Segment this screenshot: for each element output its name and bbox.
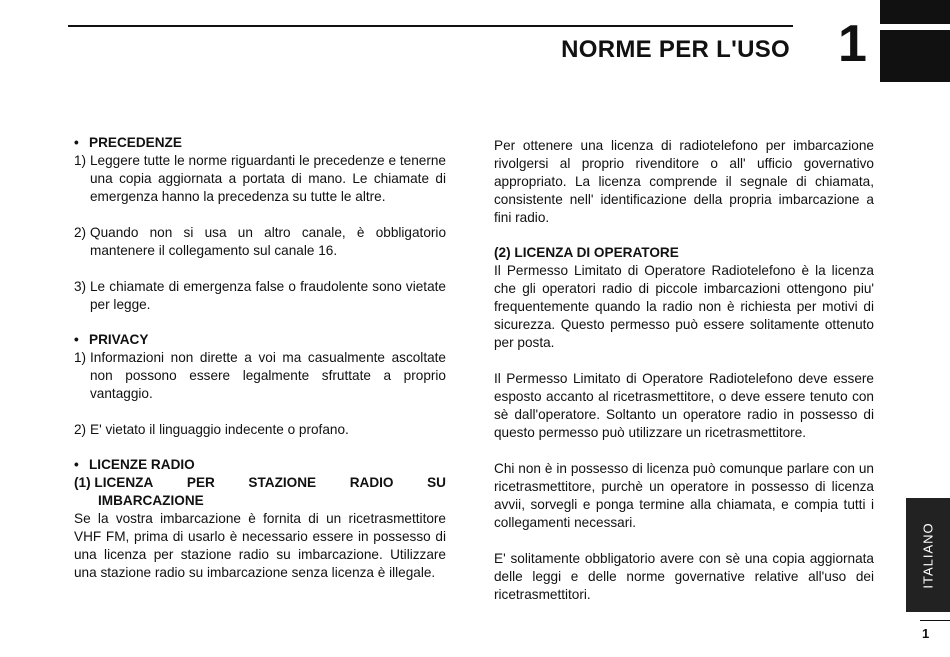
chapter-tab-top <box>880 0 950 24</box>
paragraph: E' solitamente obbligatorio avere con sè una copia aggiornata delle leggi e delle norme governative relative all'uso dei ricetrasmettitori. <box>494 551 874 602</box>
list-item <box>74 421 446 439</box>
list-item <box>74 349 446 403</box>
list-item-text: Informazioni non dirette a voi ma casualmente ascoltate non possono essere legalmente sfruttate a proprio vantaggio. <box>90 350 446 401</box>
left-column <box>74 134 446 582</box>
page-title: NORME PER L'USO <box>561 36 790 63</box>
subheading-word: STAZIONE <box>248 475 317 490</box>
page-number: 1 <box>922 626 930 641</box>
list-item-text: Quando non si usa un altro canale, è obbligatorio mantenere il collegamento sul canale 16. <box>90 225 446 258</box>
header-rule <box>68 25 793 27</box>
subheading-continuation: IMBARCAZIONE <box>98 493 204 508</box>
subheading-station-license <box>74 474 446 510</box>
section-heading-privacy: • PRIVACY <box>74 331 446 349</box>
list-item-number: 1) <box>74 350 87 365</box>
list-item <box>74 278 446 314</box>
list-item-text: Le chiamate di emergenza false o fraudolente sono vietate per legge. <box>90 279 446 312</box>
paragraph: Chi non è in possesso di licenza può comunque parlare con un ricetrasmettitore, purchè un operatore in possesso di licenza avvii, sorvegli e ponga termine alla chiamata, e compia tutti i collegamenti necessari. <box>494 461 874 530</box>
page-number-rule <box>920 620 950 621</box>
subheading-word: PER <box>186 475 215 490</box>
section-heading-precedenze: • PRECEDENZE <box>74 134 446 152</box>
language-tab <box>906 498 950 612</box>
list-item <box>74 152 446 206</box>
paragraph: Per ottenere una licenza di radiotelefono per imbarcazione rivolgersi al proprio rivenditore o all' ufficio governativo appropriato. La licenza comprende il segnale di chiamata, consistente nell' identificazione della propria imbarcazione a fini radio. <box>494 138 874 225</box>
subheading-word: RADIO <box>349 475 394 490</box>
chapter-number: 1 <box>838 15 867 73</box>
paragraph: Il Permesso Limitato di Operatore Radiotelefono è la licenza che gli operatori radio di piccole imbarcazioni ottengono piu' frequentemente quando la radio non è richiesta per motivi di sicurezza. Questo permesso può essere solitamente ottenuto per posta. <box>494 263 874 350</box>
right-column <box>494 137 874 604</box>
language-tab-label: ITALIANO <box>920 521 936 589</box>
list-item-number: 1) <box>74 153 87 168</box>
section-heading-licenze: • LICENZE RADIO <box>74 456 446 474</box>
list-item <box>74 224 446 260</box>
paragraph: Se la vostra imbarcazione è fornita di un ricetrasmettitore VHF FM, prima di usarlo è necessario essere in possesso di una licenza per stazione radio su imbarcazione. Utilizzare una stazione radio su imbarcazione senza licenza è illegale. <box>74 511 446 580</box>
subheading-word: SU <box>427 475 446 490</box>
list-item-number: 2) <box>74 225 87 240</box>
paragraph: Il Permesso Limitato di Operatore Radiotelefono deve essere esposto accanto al ricetrasmettitore, o deve essere tenuto con sè dall'operatore. Soltanto un operatore radio in possesso di questo permesso può utilizzare un ricetrasmettitore. <box>494 371 874 440</box>
subheading-operator-license: (2) LICENZA DI OPERATORE <box>494 245 679 260</box>
subheading-word: (1) LICENZA <box>74 475 154 490</box>
list-item-text: E' vietato il linguaggio indecente o profano. <box>90 422 349 437</box>
list-item-text: Leggere tutte le norme riguardanti le precedenze e tenerne una copia aggiornata a portata di mano. Le chiamate di emergenza hanno la precedenza su tutte le altre. <box>90 153 446 204</box>
list-item-number: 2) <box>74 422 87 437</box>
chapter-tab-marker <box>880 30 950 82</box>
list-item-number: 3) <box>74 279 87 294</box>
